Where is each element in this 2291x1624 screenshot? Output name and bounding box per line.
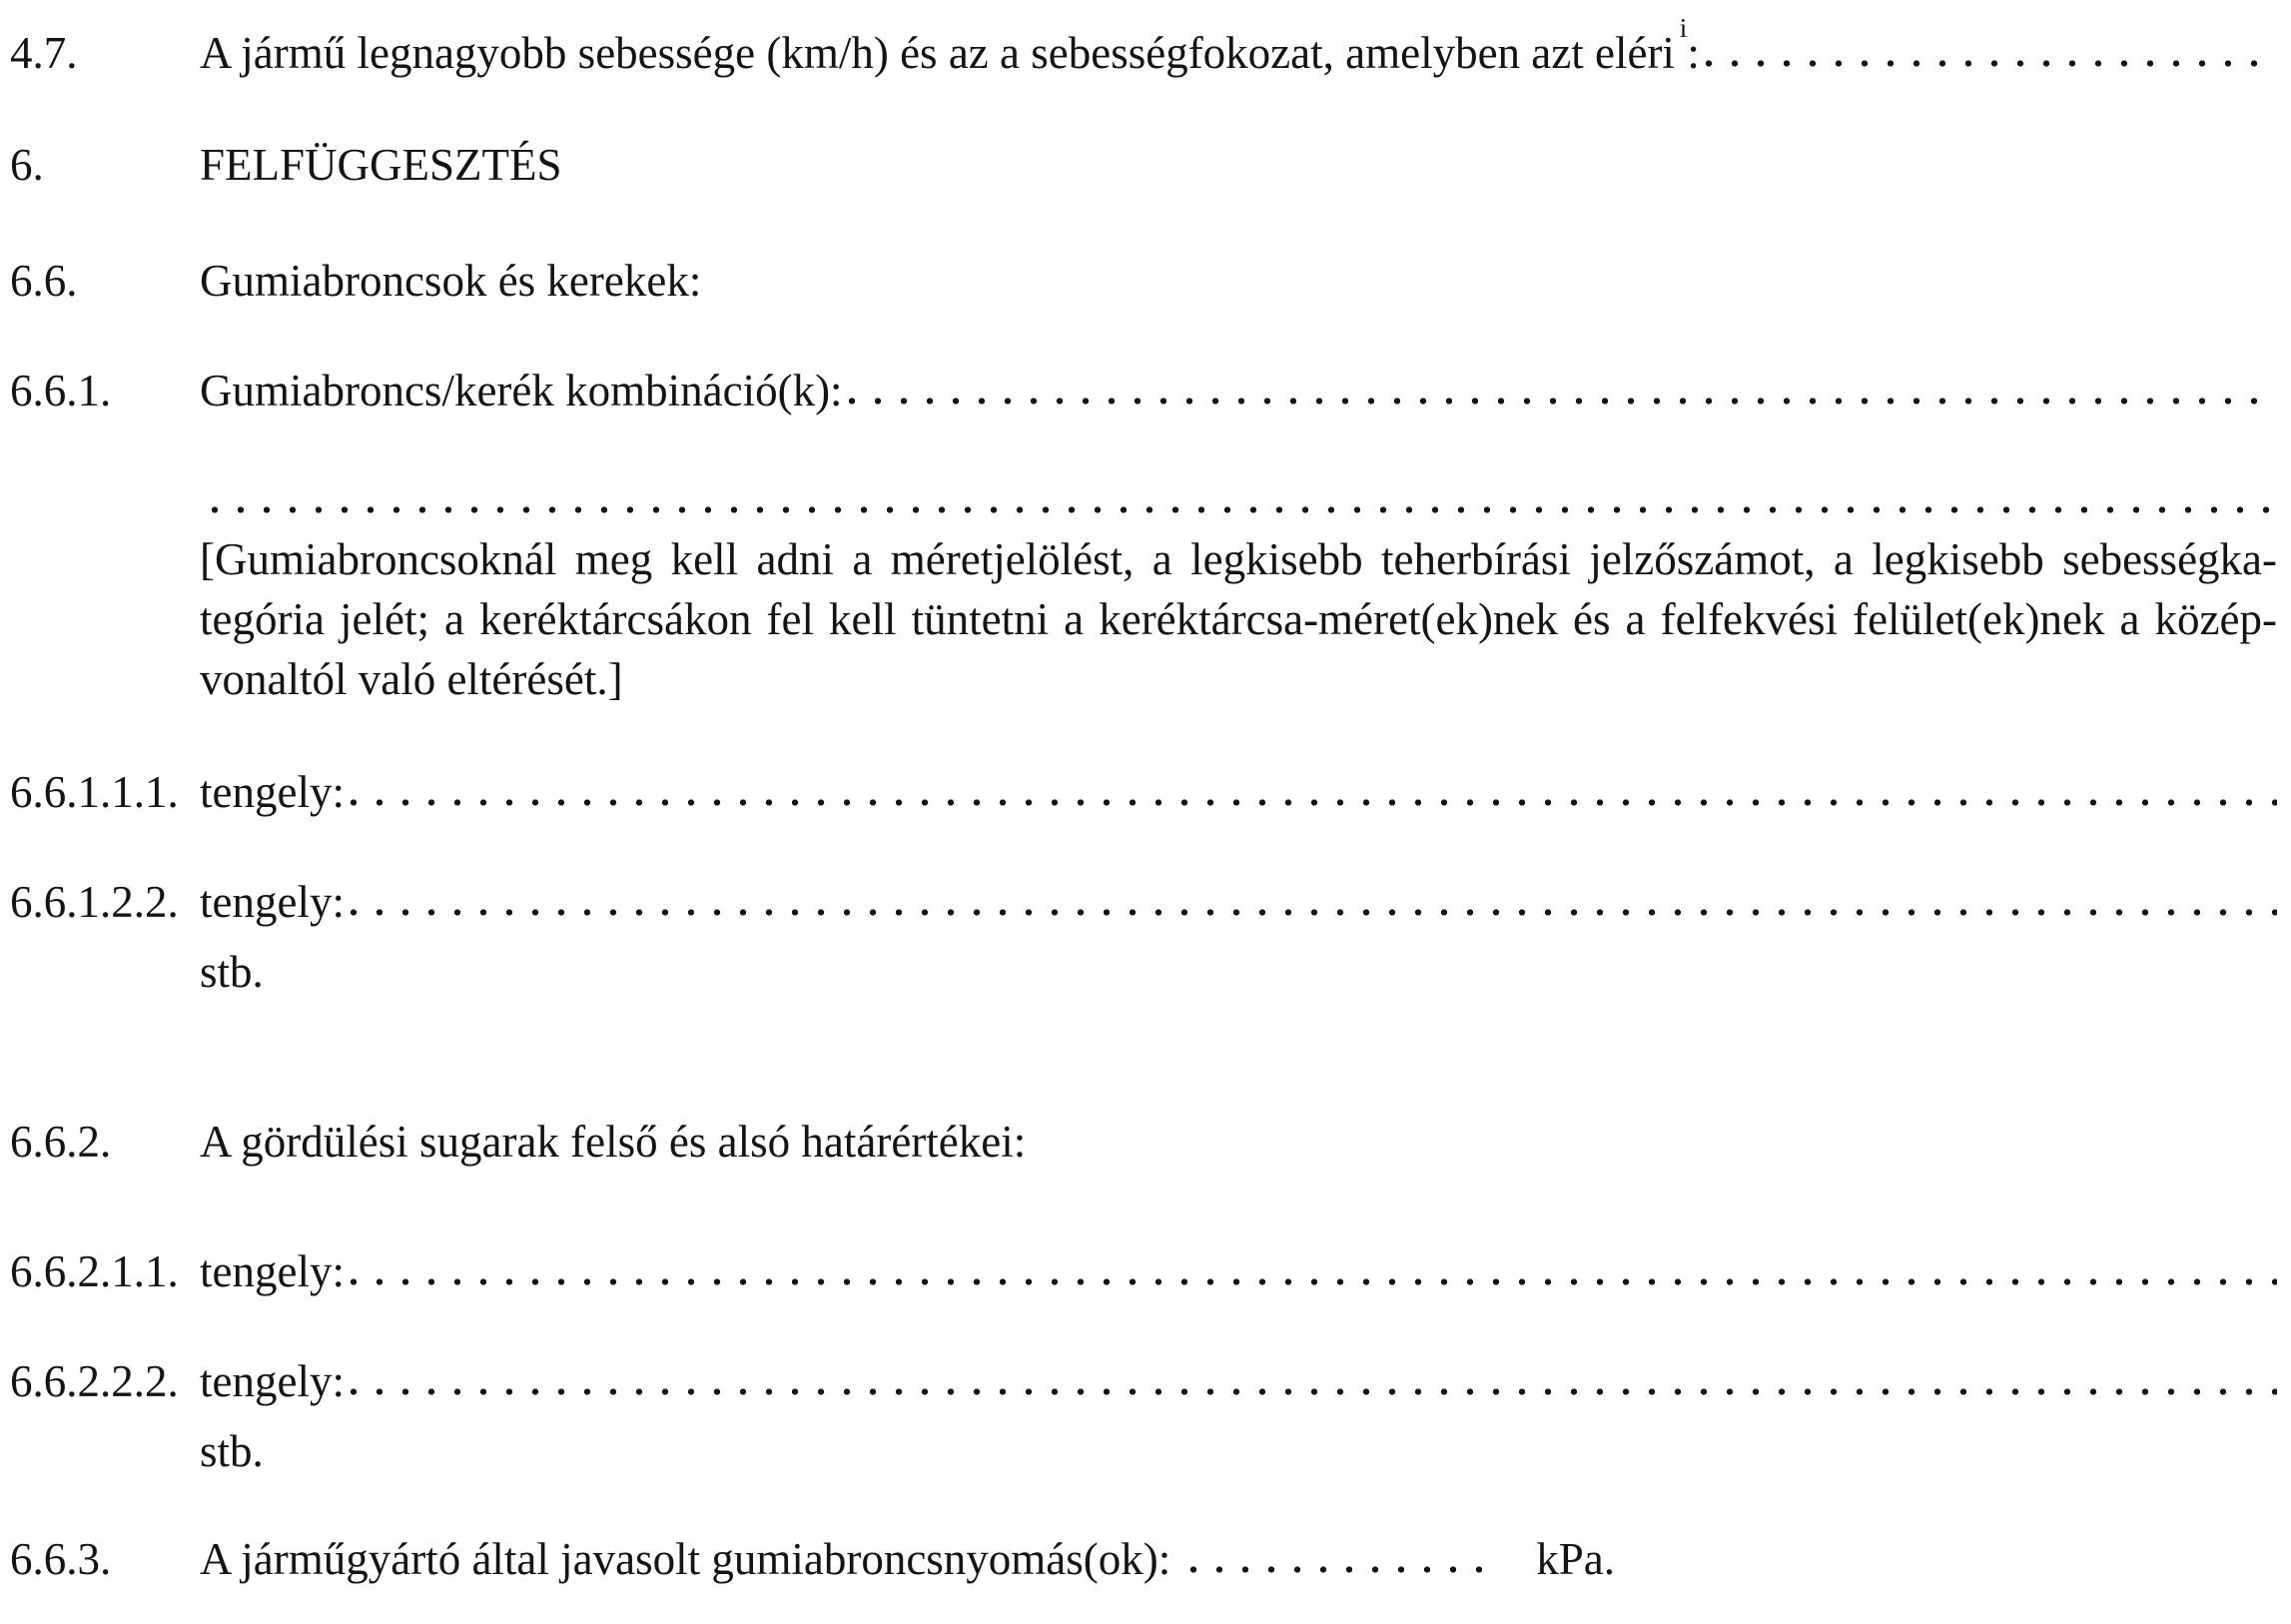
dotted-leader [345, 908, 2277, 917]
instruction-note [200, 529, 2277, 709]
item-text: tengely: [200, 767, 345, 817]
dotted-leader [345, 798, 2277, 807]
item-number: 6.6.2.2.2. [10, 1356, 179, 1406]
item-number: 6.6.1.1.1. [10, 767, 179, 817]
item-text: A jármű legnagyobb sebessége (km/h) és az a sebességfokozat, amelyben azt eléri $^i$: [200, 13, 1700, 78]
item-text: Gumiabroncsok és kerekek: [200, 256, 702, 306]
form-item-6-6-1-1-1 [10, 763, 2277, 821]
section-title: FELFÜGGESZTÉS [200, 140, 562, 190]
dotted-leader [843, 397, 2277, 406]
item-text: A járműgyártó által javasolt gumiabroncsnyomás(ok): [200, 1534, 1171, 1584]
note-line: tegória jelét; a keréktárcsákon fel kell tüntetni a keréktárcsa-méret(ek)nek és a felfekvési felület(ek)nek a közép- [200, 594, 2277, 644]
item-text: Gumiabroncs/kerék kombináció(k): [200, 366, 843, 415]
etc-line [10, 943, 2277, 1001]
form-item-6-6 [10, 252, 2277, 310]
item-number: 6.6.1. [10, 366, 112, 415]
item-number: 6.6.2. [10, 1117, 112, 1167]
item-number: 6. [10, 140, 44, 190]
item-text: tengely: [200, 877, 345, 927]
note-line: vonaltól való eltérését.] [200, 654, 623, 704]
dotted-leader [1700, 59, 2277, 68]
item-number: 4.7. [10, 28, 78, 78]
note-line: [Gumiabroncsoknál meg kell adni a méretjelölést, a legkisebb teherbírási jelzőszámot, a legkisebb sebességka- [200, 534, 2277, 584]
form-item-4-7 [10, 14, 2277, 82]
form-item-6-6-1-2-2 [10, 873, 2277, 931]
footnote-ref-i: i [1679, 13, 1688, 44]
item-text: tengely: [200, 1246, 345, 1296]
form-item-6-6-2-2-2 [10, 1352, 2277, 1410]
item-number: 6.6. [10, 256, 78, 306]
unit-label: kPa. [1536, 1534, 1616, 1584]
dotted-leader [345, 1387, 2277, 1396]
item-text: A gördülési sugarak felső és alsó határértékei: [200, 1117, 1027, 1167]
etc-line [10, 1422, 2277, 1480]
dotted-leader [345, 1277, 2277, 1286]
form-item-6-6-2 [10, 1113, 2277, 1171]
item-text: stb. [200, 1426, 264, 1476]
form-item-6-6-1 [10, 362, 2277, 419]
form-item-6-6-2-1-1 [10, 1242, 2277, 1300]
item-number: 6.6.1.2.2. [10, 877, 179, 927]
form-item-6-6-1-continuation [10, 505, 2277, 514]
item-number: 6.6.2.1.1. [10, 1246, 179, 1296]
dotted-leader [200, 505, 2277, 514]
dotted-leader [1170, 1565, 1500, 1574]
section-heading-6 [10, 136, 2277, 194]
form-item-6-6-3 [10, 1530, 2277, 1588]
item-text: tengely: [200, 1356, 345, 1406]
item-text: stb. [200, 947, 264, 997]
item-number: 6.6.3. [10, 1534, 112, 1584]
